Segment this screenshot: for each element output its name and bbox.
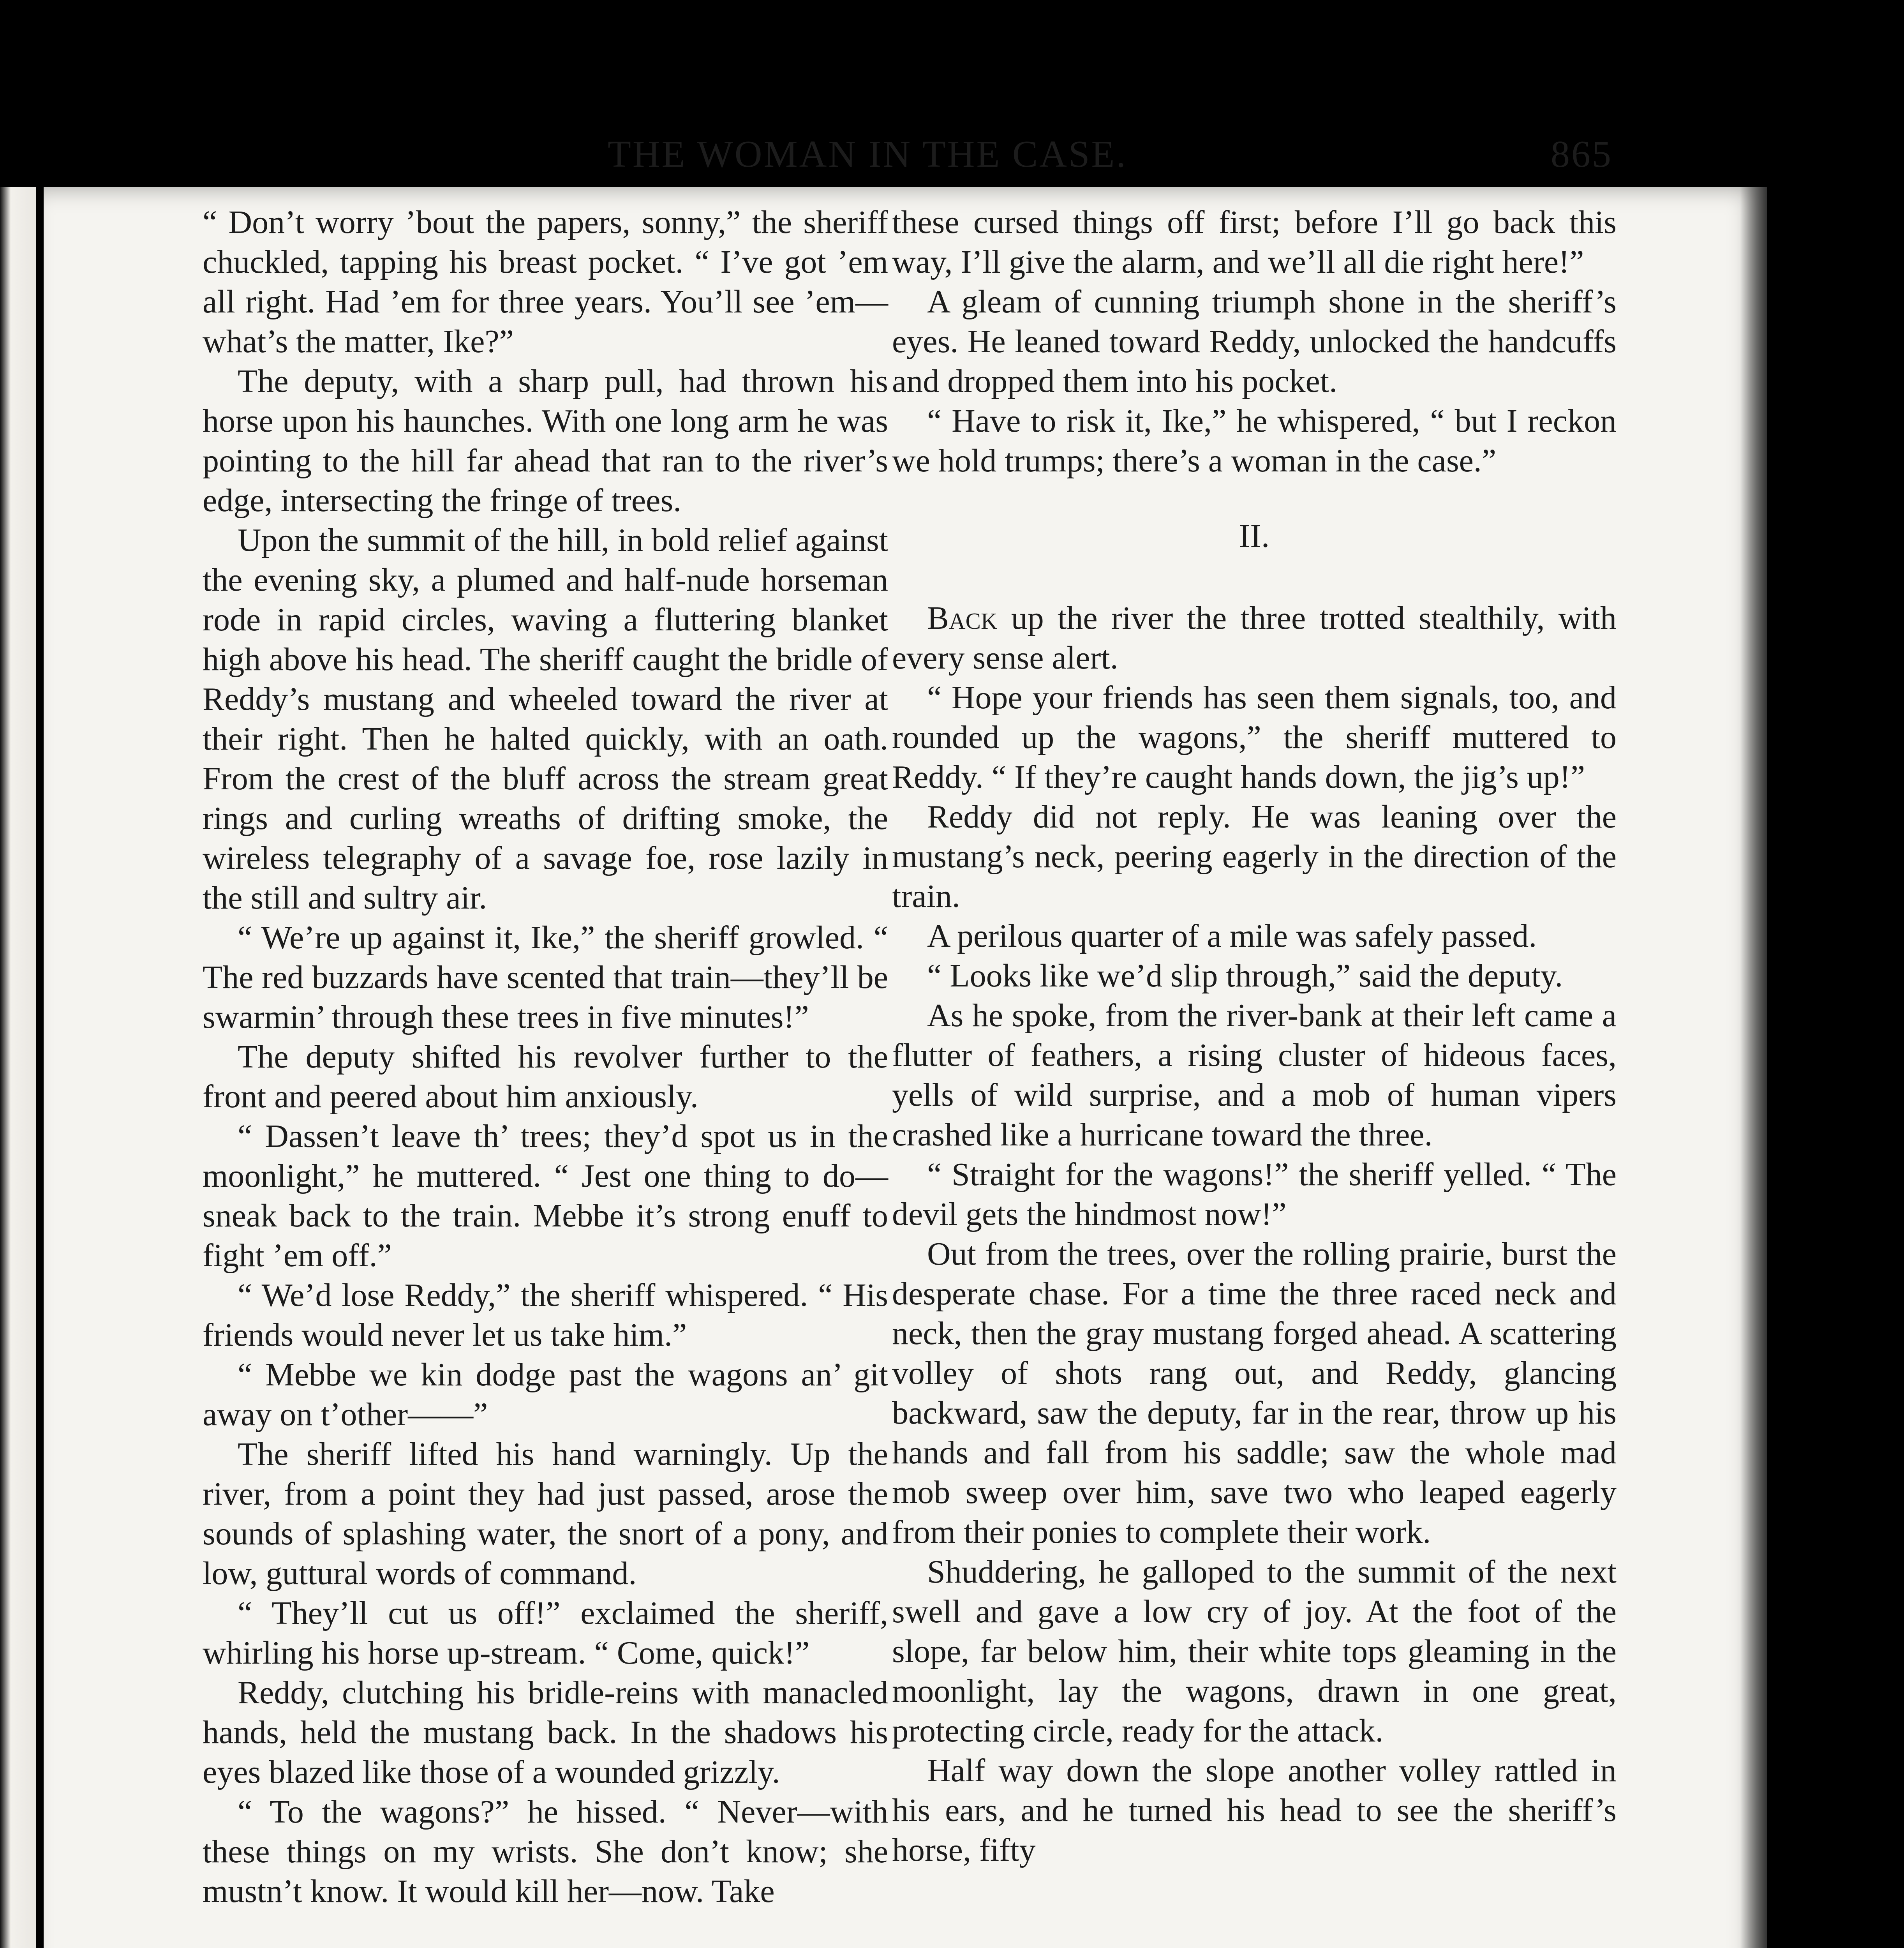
running-header <box>604 132 1613 191</box>
paragraph: Shuddering, he galloped to the summit of the next swell and gave a low cry of joy. At the foot of the slope, far below him, their white tops gleaming in the moonlight, lay the wagons, drawn in one great, protecting circle, ready for the attack. <box>892 1554 1617 1749</box>
left-column <box>203 203 888 1911</box>
page-number: 865 <box>1551 133 1613 175</box>
paragraph: these cursed things off first; before I’ll go back this way, I’ll give the alarm, and we’ll all die right here!” <box>892 204 1617 280</box>
paragraph: Out from the trees, over the rolling prairie, burst the desperate chase. For a time the three raced neck and neck, then the gray mustang forged ahead. A scattering volley of shots rang out, and Reddy, glancing backward, saw the deputy, far in the rear, throw up his hands and fall from his saddle; saw the whole mad mob sweep over him, save two who leaped eagerly from their ponies to complete their work. <box>892 1236 1617 1550</box>
paragraph: “ Have to risk it, Ike,” he whispered, “ but I reckon we hold trumps; there’s a woman in the case.” <box>892 403 1617 479</box>
paragraph: The deputy, with a sharp pull, had thrown his horse upon his haunches. With one long arm he was pointing to the hill far ahead that ran to the river’s edge, intersecting the fringe of trees. <box>203 363 888 519</box>
paragraph: “ Dassen’t leave th’ trees; they’d spot us in the moonlight,” he muttered. “ Jest one thing to do—sneak back to the train. Mebbe it’s strong enuff to fight ’em off.” <box>203 1118 888 1274</box>
right-column <box>892 203 1617 1870</box>
section-heading: II. <box>1239 517 1270 554</box>
paragraph: The sheriff lifted his hand warningly. Up the river, from a point they had just passed, arose the sounds of splashing water, the snort of a pony, and low, guttural words of command. <box>203 1436 888 1592</box>
paragraph: A gleam of cunning triumph shone in the sheriff’s eyes. He leaned toward Reddy, unlocked the handcuffs and dropped them into his pocket. <box>892 284 1617 399</box>
page-gutter-shadow <box>1740 187 1767 1948</box>
paragraph <box>892 598 1617 678</box>
paragraph: “ Looks like we’d slip through,” said the deputy. <box>927 958 1563 994</box>
paragraph: “ We’d lose Reddy,” the sheriff whispered. “ His friends would never let us take him.” <box>203 1277 888 1353</box>
drop-word: Back <box>927 600 998 636</box>
paragraph: A perilous quarter of a mile was safely passed. <box>927 918 1537 954</box>
paragraph-text: up the river the three trotted stealthily, with every sense alert. <box>892 600 1617 676</box>
left-page-edge <box>0 187 36 1948</box>
paragraph: The deputy shifted his revolver further to the front and peered about him anxiously. <box>203 1039 888 1115</box>
paragraph: “ To the wagons?” he hissed. “ Never—with these things on my wrists. She don’t know; she mustn’t know. It would kill her—now. Take <box>203 1794 888 1909</box>
paragraph: As he spoke, from the river-bank at their left came a flutter of feathers, a rising cluster of hideous faces, yells of wild surprise, and a mob of human vipers crashed like a hurricane toward the three. <box>892 997 1617 1153</box>
paragraph: “ They’ll cut us off!” exclaimed the sheriff, whirling his horse up-stream. “ Come, quick!” <box>203 1595 888 1671</box>
paragraph: “ We’re up against it, Ike,” the sheriff growled. “ The red buzzards have scented that train—they’ll be swarmin’ through these trees in five minutes!” <box>203 919 888 1035</box>
paragraph: Reddy, clutching his bridle-reins with manacled hands, held the mustang back. In the shadows his eyes blazed like those of a wounded grizzly. <box>203 1675 888 1790</box>
paragraph: Reddy did not reply. He was leaning over the mustang’s neck, peering eagerly in the direction of the train. <box>892 799 1617 914</box>
paragraph: Half way down the slope another volley rattled in his ears, and he turned his head to see the sheriff’s horse, fifty <box>892 1752 1617 1868</box>
paragraph: Upon the summit of the hill, in bold relief against the evening sky, a plumed and half-nude horseman rode in rapid circles, waving a fluttering blanket high above his head. The sheriff caught the bridle of Reddy’s mustang and wheeled toward the river at their right. Then he halted quickly, with an oath. From the crest of the bluff across the stream great rings and curling wreaths of drifting smoke, the wireless telegraphy of a savage foe, rose lazily in the still and sultry air. <box>203 522 888 916</box>
paragraph: “ Straight for the wagons!” the sheriff yelled. “ The devil gets the hindmost now!” <box>892 1156 1617 1232</box>
running-title: THE WOMAN IN THE CASE. <box>608 133 1127 175</box>
paragraph: “ Mebbe we kin dodge past the wagons an’ git away on t’other——” <box>203 1357 888 1433</box>
paragraph: “ Don’t worry ’bout the papers, sonny,” the sheriff chuckled, tapping his breast pocket. “ I’ve got ’em all right. Had ’em for three years. You’ll see ’em—what’s the matter, Ike?” <box>203 204 888 360</box>
paragraph: “ Hope your friends has seen them signals, too, and rounded up the wagons,” the sheriff muttered to Reddy. “ If they’re caught hands down, the jig’s up!” <box>892 679 1617 795</box>
